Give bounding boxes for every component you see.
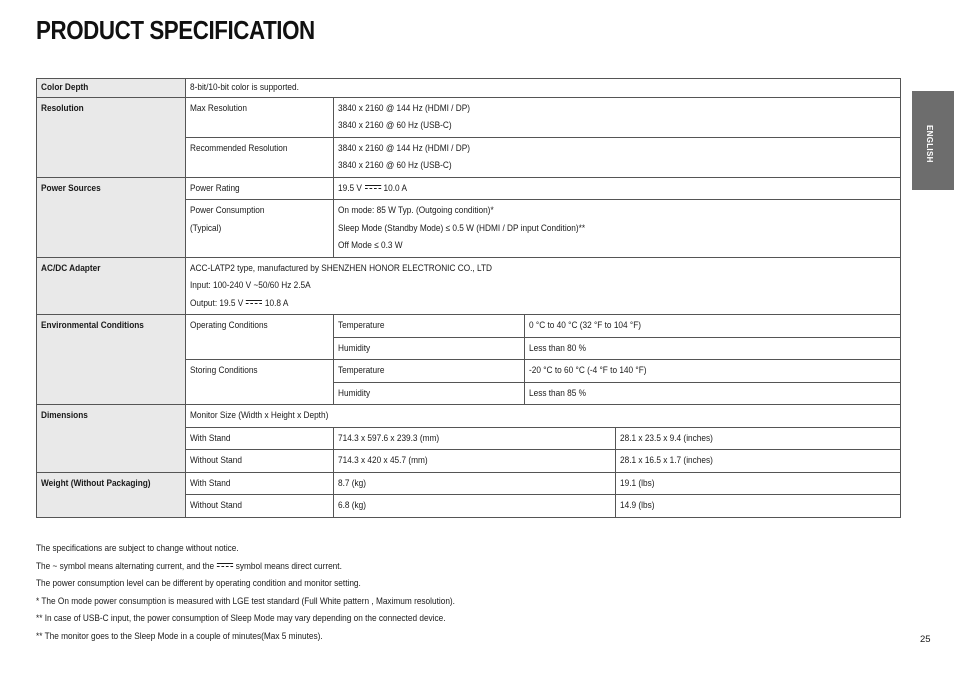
cell-label: Storing Conditions bbox=[186, 360, 334, 405]
cell-label: Operating Conditions bbox=[186, 315, 334, 360]
cell-value: On mode: 85 W Typ. (Outgoing condition)* Sleep Mode (Standby Mode) ≤ 0.5 W (HDMI / DP input Condition)** Off Mode ≤ 0.3 W bbox=[334, 200, 901, 258]
cell-label: Without Stand bbox=[186, 450, 334, 473]
cell-label: With Stand bbox=[186, 472, 334, 495]
cell-value: 0 °C to 40 °C (32 °F to 104 °F) bbox=[525, 315, 901, 338]
dc-symbol-icon bbox=[246, 299, 262, 306]
cell-value: 8-bit/10-bit color is supported. bbox=[186, 79, 901, 98]
cell-value: -20 °C to 60 °C (-4 °F to 140 °F) bbox=[525, 360, 901, 383]
cell-value: 6.8 (kg) bbox=[334, 495, 616, 518]
cell-label: With Stand bbox=[186, 427, 334, 450]
row-header-power: Power Sources bbox=[37, 177, 186, 257]
cell-value: 19.1 (lbs) bbox=[616, 472, 901, 495]
table-row bbox=[37, 315, 901, 338]
cell-label: Humidity bbox=[334, 337, 525, 360]
note: * The On mode power consumption is measured with LGE test standard (Full White pattern , Maximum resolution). bbox=[36, 595, 455, 606]
cell-label: Humidity bbox=[334, 382, 525, 405]
cell-label: Max Resolution bbox=[186, 97, 334, 137]
cell-value: 714.3 x 597.6 x 239.3 (mm) bbox=[334, 427, 616, 450]
cell-value: Less than 85 % bbox=[525, 382, 901, 405]
note: The power consumption level can be different by operating condition and monitor setting. bbox=[36, 578, 361, 589]
cell-value: 8.7 (kg) bbox=[334, 472, 616, 495]
cell-label: Power Consumption (Typical) bbox=[186, 200, 334, 258]
note: ** In case of USB-C input, the power consumption of Sleep Mode may vary depending on the connected device. bbox=[36, 613, 446, 624]
table-row bbox=[37, 405, 901, 428]
row-header-weight: Weight (Without Packaging) bbox=[37, 472, 186, 517]
cell-label: Temperature bbox=[334, 360, 525, 383]
cell-label: Power Rating bbox=[186, 177, 334, 200]
cell-value: 3840 x 2160 @ 144 Hz (HDMI / DP) 3840 x 2160 @ 60 Hz (USB-C) bbox=[334, 137, 901, 177]
cell-value: 714.3 x 420 x 45.7 (mm) bbox=[334, 450, 616, 473]
cell-label: Temperature bbox=[334, 315, 525, 338]
note: The ~ symbol means alternating current, and the symbol means direct current. bbox=[36, 560, 342, 571]
page-title: PRODUCT SPECIFICATION bbox=[36, 15, 315, 45]
cell-value: 28.1 x 23.5 x 9.4 (inches) bbox=[616, 427, 901, 450]
cell-value: ACC-LATP2 type, manufactured by SHENZHEN HONOR ELECTRONIC CO., LTD Input: 100-240 V ~50/60 Hz 2.5A Output: 19.5 V 10.8 A bbox=[186, 257, 901, 315]
cell-label: Recommended Resolution bbox=[186, 137, 334, 177]
cell-label: Without Stand bbox=[186, 495, 334, 518]
language-tab bbox=[912, 91, 954, 190]
note: The specifications are subject to change without notice. bbox=[36, 543, 239, 553]
cell-label: Monitor Size (Width x Height x Depth) bbox=[186, 405, 901, 428]
spec-table bbox=[36, 78, 901, 518]
row-header-color-depth: Color Depth bbox=[37, 79, 186, 98]
table-row bbox=[37, 472, 901, 495]
row-header-dimensions: Dimensions bbox=[37, 405, 186, 473]
table-row bbox=[37, 79, 901, 98]
cell-value: Less than 80 % bbox=[525, 337, 901, 360]
row-header-environment: Environmental Conditions bbox=[37, 315, 186, 405]
row-header-adapter: AC/DC Adapter bbox=[37, 257, 186, 315]
language-tab-label: ENGLISH bbox=[925, 125, 934, 163]
table-row bbox=[37, 97, 901, 137]
table-row bbox=[37, 177, 901, 200]
cell-value: 3840 x 2160 @ 144 Hz (HDMI / DP) 3840 x 2160 @ 60 Hz (USB-C) bbox=[334, 97, 901, 137]
row-header-resolution: Resolution bbox=[37, 97, 186, 177]
footnotes bbox=[36, 540, 502, 646]
table-row bbox=[37, 257, 901, 315]
dc-symbol-icon bbox=[217, 562, 233, 569]
page-number: 25 bbox=[920, 634, 931, 645]
dc-symbol-icon bbox=[365, 184, 381, 191]
cell-value: 28.1 x 16.5 x 1.7 (inches) bbox=[616, 450, 901, 473]
cell-value: 14.9 (lbs) bbox=[616, 495, 901, 518]
cell-value: 19.5 V 10.0 A bbox=[334, 177, 901, 200]
note: ** The monitor goes to the Sleep Mode in a couple of minutes(Max 5 minutes). bbox=[36, 630, 323, 641]
